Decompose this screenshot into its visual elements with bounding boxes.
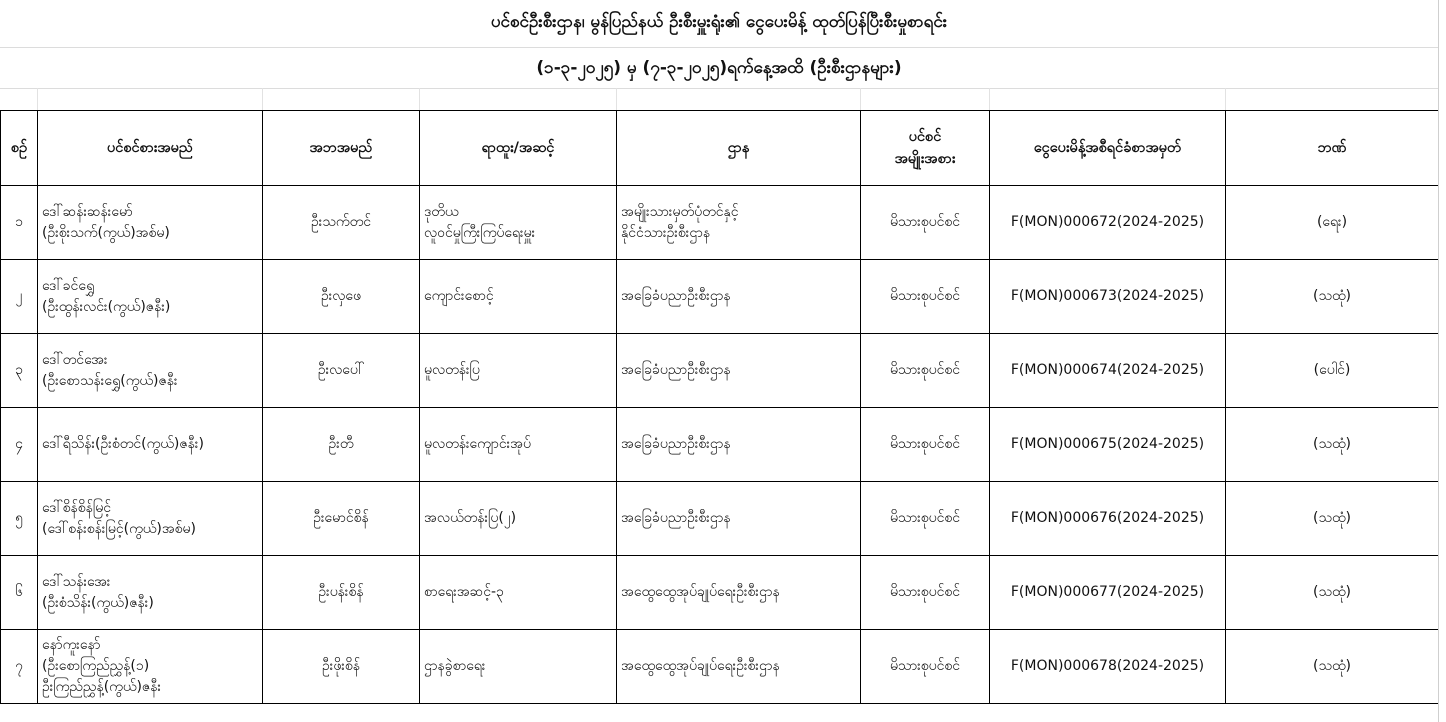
- cell-name-line: ဒေါ်စိန်စိန်မြင့်: [42, 499, 112, 516]
- cell-name: [38, 482, 263, 556]
- table-row: [1, 556, 1439, 630]
- cell-rank: [420, 334, 617, 408]
- cell-type: မိသားစုပင်စင်: [861, 186, 990, 260]
- table-header-row: [1, 111, 1439, 186]
- header-type-line1: ပင်စင်: [908, 129, 942, 145]
- cell-no: ၇: [1, 630, 38, 704]
- cell-rank-line: ကျောင်းစောင့်: [424, 288, 494, 304]
- cell-bank: (သထုံ): [1226, 482, 1439, 556]
- cell-father: ဦးပန်းစိန်: [263, 556, 420, 630]
- cell-bank: (သထုံ): [1226, 408, 1439, 482]
- cell-father: ဦးဖိုးစိန်: [263, 630, 420, 704]
- cell-dept: [617, 260, 861, 334]
- cell-dept-line: အခြေခံပညာဦးစီးဌာန: [621, 362, 731, 378]
- header-order: ငွေပေးမိန့်အစီရင်ခံစာအမှတ်: [990, 111, 1226, 186]
- cell-father: ဦးလှဖေ: [263, 260, 420, 334]
- cell-name-line: ဒေါ်ရီသိန်း(ဦးစံတင်(ကွယ်)ဇနီး): [42, 436, 204, 452]
- cell-rank-line: လူဝင်မှုကြီးကြပ်ရေးမှူး: [424, 224, 536, 241]
- cell-name: [38, 556, 263, 630]
- cell-bank: (သထုံ): [1226, 260, 1439, 334]
- cell-father: ဦးတီ: [263, 408, 420, 482]
- cell-type: မိသားစုပင်စင်: [861, 482, 990, 556]
- header-name: ပင်စင်စားအမည်: [38, 111, 263, 186]
- cell-rank-line: အလယ်တန်းပြ(၂): [424, 510, 517, 526]
- cell-rank: [420, 630, 617, 704]
- cell-dept-line: အထွေထွေအုပ်ချုပ်ရေးဦးစီးဌာန: [621, 658, 780, 674]
- cell-no: ၃: [1, 334, 38, 408]
- table-row: [1, 408, 1439, 482]
- cell-bank: (ပေါင်): [1226, 334, 1439, 408]
- header-no: စဉ်: [1, 111, 38, 186]
- header-father: အဘအမည်: [263, 111, 420, 186]
- cell-name-line: (ဒေါ်စန်းစန်းမြင့်(ကွယ်)အစ်မ): [42, 520, 196, 537]
- cell-dept: [617, 186, 861, 260]
- cell-name: [38, 334, 263, 408]
- cell-type: မိသားစုပင်စင်: [861, 408, 990, 482]
- cell-rank-line: မူလတန်းပြ: [424, 362, 480, 378]
- cell-dept: [617, 334, 861, 408]
- cell-name-line: (ဦးစံသိန်း(ကွယ်)ဇနီး): [42, 594, 154, 611]
- cell-dept: [617, 408, 861, 482]
- sheet-right-edge: [1438, 0, 1439, 722]
- cell-name-line: ဒေါ်ခင်ရွှေ: [42, 277, 95, 294]
- empty-grid-row: [0, 88, 1446, 110]
- cell-name-line: ဒေါ်ဆန်းဆန်းမော်: [42, 203, 133, 220]
- cell-order: F(MON)000678(2024-2025): [990, 630, 1226, 704]
- cell-name: [38, 260, 263, 334]
- cell-dept: [617, 482, 861, 556]
- cell-name: [38, 630, 263, 704]
- cell-dept-line: အမျိုးသားမှတ်ပုံတင်နှင့်: [621, 203, 739, 220]
- cell-dept-line: အခြေခံပညာဦးစီးဌာန: [621, 288, 731, 304]
- cell-bank: (သထုံ): [1226, 630, 1439, 704]
- header-type-line2: အမျိုးအစား: [894, 151, 956, 167]
- report-title: ပင်စင်ဦးစီးဌာန၊ မွန်ပြည်နယ် ဦးစီးမှူးရုံး၏ ငွေပေးမိန့် ထုတ်ပြန်ပြီးစီးမှုစာရင်း: [0, 0, 1438, 48]
- cell-rank-line: စာရေးအဆင့်-၃: [424, 584, 504, 600]
- cell-bank: (သထုံ): [1226, 556, 1439, 630]
- cell-rank: [420, 556, 617, 630]
- cell-dept: [617, 630, 861, 704]
- cell-name-line: ဒေါ်တင်အေး: [42, 351, 108, 368]
- cell-dept-line: နိုင်ငံသားဦးစီးဌာန: [621, 224, 711, 241]
- cell-rank: [420, 482, 617, 556]
- cell-father: ဦးမောင်စိန်: [263, 482, 420, 556]
- table-row: [1, 186, 1439, 260]
- cell-name-line: နော်ကူးနော်: [42, 637, 101, 653]
- cell-name-line: (ဦးထွန်းလင်း(ကွယ်)ဇနီး): [42, 298, 171, 315]
- cell-no: ၄: [1, 408, 38, 482]
- cell-name-line: (ဦးစောကြည်ညွှန့်(၁): [42, 658, 150, 674]
- cell-order: F(MON)000673(2024-2025): [990, 260, 1226, 334]
- cell-name-line: (ဦးစိုးသက်(ကွယ်)အစ်မ): [42, 224, 170, 241]
- cell-bank: (ရေး): [1226, 186, 1439, 260]
- cell-no: ၆: [1, 556, 38, 630]
- cell-father: ဦးလပေါ်: [263, 334, 420, 408]
- header-bank: ဘဏ်: [1226, 111, 1439, 186]
- table-row: [1, 334, 1439, 408]
- cell-order: F(MON)000676(2024-2025): [990, 482, 1226, 556]
- cell-type: မိသားစုပင်စင်: [861, 334, 990, 408]
- cell-name: [38, 408, 263, 482]
- header-rank: ရာထူး/အဆင့်: [420, 111, 617, 186]
- cell-type: မိသားစုပင်စင်: [861, 556, 990, 630]
- cell-no: ၅: [1, 482, 38, 556]
- cell-dept-line: အခြေခံပညာဦးစီးဌာန: [621, 510, 731, 526]
- cell-order: F(MON)000674(2024-2025): [990, 334, 1226, 408]
- table-row: [1, 630, 1439, 704]
- cell-order: F(MON)000672(2024-2025): [990, 186, 1226, 260]
- table-row: [1, 260, 1439, 334]
- header-dept: ဌာန: [617, 111, 861, 186]
- table-row: [1, 482, 1439, 556]
- cell-name: [38, 186, 263, 260]
- cell-no: ၁: [1, 186, 38, 260]
- cell-rank: [420, 186, 617, 260]
- cell-name-line: (ဦးစောသန်းရွှေ(ကွယ်)ဇနီး: [42, 372, 178, 389]
- pension-table: [0, 110, 1439, 704]
- cell-rank-line: မူလတန်းကျောင်းအုပ်: [424, 436, 531, 452]
- cell-rank: [420, 408, 617, 482]
- cell-father: ဦးသက်တင်: [263, 186, 420, 260]
- cell-rank-line: ဌာနခွဲစာရေး: [424, 658, 486, 674]
- cell-dept-line: အခြေခံပညာဦးစီးဌာန: [621, 436, 731, 452]
- cell-rank-line: ဒုတိယ: [424, 203, 459, 220]
- cell-dept: [617, 556, 861, 630]
- header-type: [861, 111, 990, 186]
- cell-order: F(MON)000675(2024-2025): [990, 408, 1226, 482]
- cell-rank: [420, 260, 617, 334]
- cell-type: မိသားစုပင်စင်: [861, 630, 990, 704]
- cell-type: မိသားစုပင်စင်: [861, 260, 990, 334]
- cell-no: ၂: [1, 260, 38, 334]
- cell-name-line: ဦးကြည်ညွှန့်(ကွယ်)ဇနီး: [42, 679, 162, 695]
- cell-dept-line: အထွေထွေအုပ်ချုပ်ရေးဦးစီးဌာန: [621, 584, 780, 600]
- cell-order: F(MON)000677(2024-2025): [990, 556, 1226, 630]
- cell-name-line: ဒေါ်သန်းအေး: [42, 573, 111, 590]
- report-subtitle: (၁-၃-၂၀၂၅) မှ (၇-၃-၂၀၂၅)ရက်နေ့အထိ (ဦးစီးဌာနများ): [0, 48, 1438, 89]
